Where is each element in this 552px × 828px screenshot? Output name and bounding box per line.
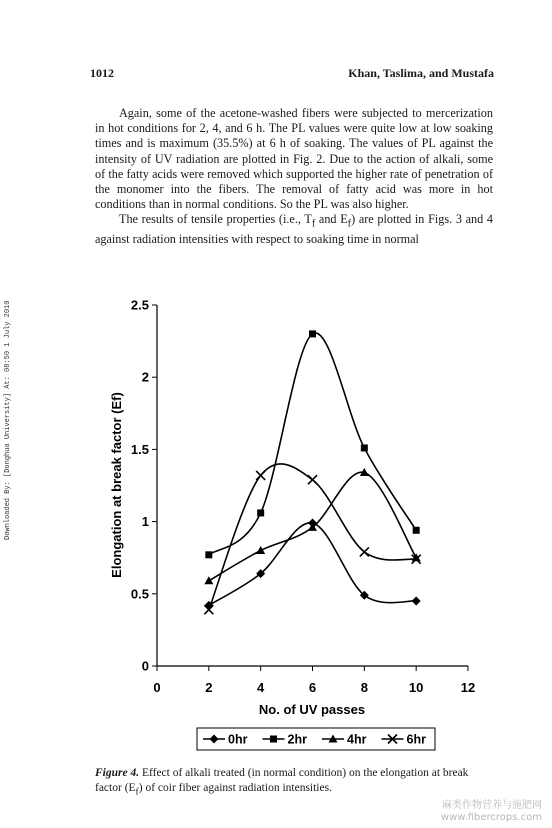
x-tick-label: 4 (257, 680, 265, 695)
watermark-line-2: www.fibercrops.com (440, 812, 542, 823)
y-tick-label: 2.5 (130, 297, 149, 313)
data-point-2hr (257, 509, 264, 516)
data-point-2hr (361, 444, 368, 451)
legend-label-0hr: 0hr (228, 732, 248, 747)
x-tick-label: 10 (408, 680, 424, 695)
watermark-line-1: 麻类作物营养与施肥网 (442, 800, 542, 811)
data-point-2hr (309, 330, 316, 337)
data-point-6hr (308, 475, 317, 484)
data-point-4hr (256, 546, 265, 554)
download-note: Downloaded By: [Donghua University] At: 08:50 1 July 2010 (4, 300, 12, 540)
series-line-0hr (209, 523, 416, 606)
data-point-6hr (360, 547, 369, 556)
data-point-4hr (204, 576, 213, 584)
legend-label-6hr: 6hr (406, 732, 426, 747)
data-point-2hr (413, 527, 420, 534)
page-number: 1012 (90, 66, 114, 80)
subscript-f-1: f (311, 218, 316, 230)
y-tick-label: 1 (141, 514, 149, 530)
caption-label: Figure 4. (95, 767, 140, 779)
paragraph-2-part-b: and E (315, 212, 348, 227)
running-head-authors: Khan, Taslima, and Mustafa (348, 66, 494, 80)
legend-label-2hr: 2hr (287, 732, 307, 747)
paragraph-2-part-a: The results of tensile properties (i.e., T (119, 212, 312, 227)
chart-axes (131, 298, 475, 696)
y-tick-label: 1.5 (130, 441, 149, 457)
x-tick-label: 12 (460, 680, 476, 695)
data-point-2hr (205, 551, 212, 558)
legend-marker-2hr (270, 736, 277, 743)
y-tick-label: 2 (141, 369, 149, 385)
legend-label-4hr: 4hr (347, 732, 367, 747)
x-tick-label: 8 (360, 680, 368, 695)
x-tick-label: 6 (308, 680, 317, 695)
y-axis-label: Elongation at break factor (Ef) (109, 392, 124, 578)
data-point-6hr (256, 471, 265, 480)
paragraph-1: Again, some of the acetone-washed fibers were subjected to mercerization in hot conditions for 2, 4, and 6 h. The PL values were quite low at low soaking times and is maximum (35.5%) at 6 h of soaking. The values of PL against the intensity of UV radiation are plotted in Fig. 2. Due to the action of alkali, some of the fatty acids were removed which supported the higher rate of penetration of the monomer into the fibers. The removal of fatty acid was more in hot conditions than in normal conditions. So the PL was also higher. (95, 106, 493, 212)
data-point-0hr (412, 597, 421, 606)
figure-caption (95, 766, 495, 799)
y-tick-label: 0 (141, 658, 149, 674)
x-tick-label: 0 (153, 680, 161, 695)
y-tick-label: 0.5 (130, 586, 149, 602)
caption-subscript: f (135, 786, 139, 798)
chart-legend (197, 728, 435, 750)
subscript-f-2: f (347, 218, 352, 230)
x-tick-label: 2 (205, 680, 213, 695)
chart-series (204, 330, 420, 614)
caption-text-a: Effect of alkali treated (in normal condition) on the elongation at break factor (E (95, 767, 469, 794)
paragraph-2-part-c: ) are plotted in Figs. 3 and 4 against radiation intensities with respect to soaking time in normal (95, 212, 494, 247)
x-axis-label: No. of UV passes (258, 702, 366, 717)
caption-text-b: ) of coir fiber against radiation intensities. (138, 782, 332, 794)
site-watermark (441, 800, 542, 824)
